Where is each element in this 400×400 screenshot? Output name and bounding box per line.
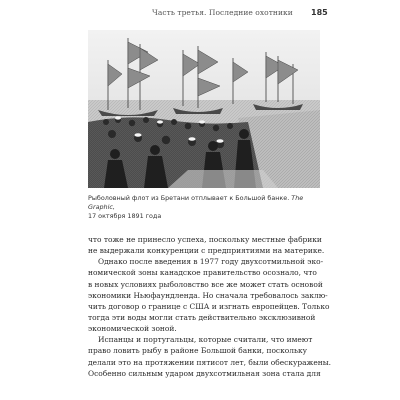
text-line: что тоже не принесло успеха, поскольку местные фабрики [88, 235, 322, 244]
engraving-illustration [88, 30, 320, 188]
page-number: 185 [311, 8, 328, 17]
caption-main: Рыболовный флот из Бретани отплывает к Большой банке. [88, 194, 290, 202]
running-title: Часть третья. Последние охотники [152, 8, 293, 17]
text-line: право ловить рыбу в районе Большой банки, поскольку [88, 346, 308, 356]
text-line: номической зоны канадское правительство осознало, что [88, 268, 317, 278]
text-line: не выдержали конкуренции с предприятиями на материке. [88, 246, 325, 256]
fishing-fleet-engraving-image [88, 30, 320, 188]
caption-source: The Graphic, [88, 194, 304, 211]
text-line: экономической зоной. [88, 324, 177, 334]
text-line: Однако после введения в 1977 году двухсотмильной эко- [98, 257, 324, 267]
figure-caption [88, 194, 323, 221]
running-head [152, 8, 302, 17]
text-line: тогда эти воды могли стать действительно эксклюзивной [88, 312, 316, 322]
text-line: Особенно сильным ударом двухсотмильная зона стала для [88, 368, 321, 378]
text-line: делали это на протяжении пятисот лет, были обескуражены. [88, 357, 332, 367]
caption-date: 17 октября 1891 года [88, 212, 162, 220]
text-line: экономики Ньюфаундленда. Но сначала требовалось заклю- [88, 290, 328, 300]
text-line: чить договор о границе с США и изгнать европейцев. Только [88, 301, 330, 311]
text-line: в новых условиях рыболовство все же может стать основой [88, 279, 323, 289]
text-line: Испанцы и португальцы, которые считали, что имеют [98, 335, 313, 345]
body-text [88, 234, 332, 379]
